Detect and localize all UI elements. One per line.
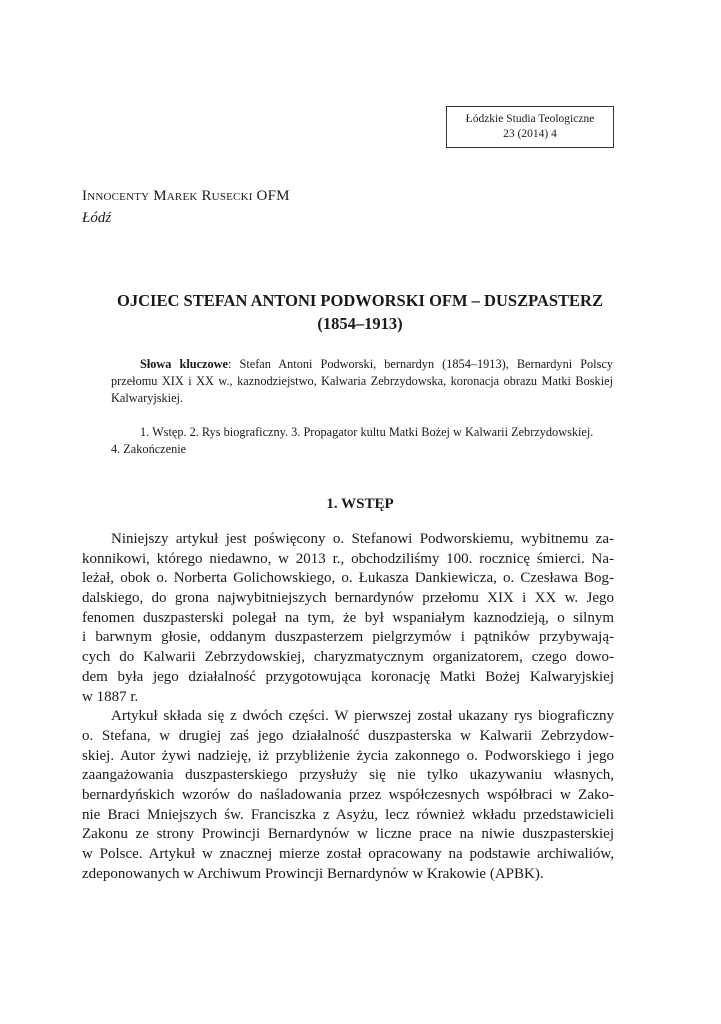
paragraph-line: fenomen duszpasterski polegał na tym, że był wspaniałym kaznodzieją, o silnym (82, 609, 614, 626)
paragraph-line: dem była jego działalność przygotowująca koronację Matki Bożej Kalwaryjskiej (82, 668, 614, 685)
body-text (82, 530, 614, 884)
toc-line-2: 4. Zakończenie (111, 442, 187, 456)
paragraph-line: Artykuł składa się z dwóch części. W pierwszej został ukazany rys biograficzny (111, 708, 614, 725)
journal-name: Łódzkie Studia Teologiczne (465, 113, 595, 125)
paragraph-line: w Polsce. Artykuł w znacznej mierze został opracowany na podstawie archiwaliów, (82, 846, 614, 862)
title-line-1: OJCIEC STEFAN ANTONI PODWORSKI OFM – DUSZPASTERZ (117, 291, 603, 310)
paragraph-line: nie Braci Mniejszych św. Franciszka z Asyżu, lecz również wkładu przedstawicieli (82, 806, 614, 823)
paragraph-line: zdeponowanych w Archiwum Prowincji Bernardynów w Krakowie (APBK). (82, 865, 544, 882)
paragraph-line: konnikowi, którego niedawno, w 2013 r., obchodziliśmy 100. rocznicę śmierci. Na- (82, 550, 614, 567)
title-line-2: (1854–1913) (317, 314, 403, 333)
table-of-contents (111, 424, 613, 458)
paragraph-line: o. Stefana, w drugiej zaś jego działalność duszpasterska w Kalwarii Zebrzydow- (82, 727, 614, 744)
paragraph-line: zaangażowania duszpasterskiego przysłuży się nie tylko ukazywaniu własnych, (82, 767, 614, 784)
section-heading: 1. WSTĘP (326, 496, 394, 512)
keywords-block (111, 356, 613, 407)
paragraph-line: skiej. Autor żywi nadzieję, iż przybliżenie życia zakonnego o. Podworskiego i jego (82, 747, 614, 764)
paragraph-line: cych do Kalwarii Zebrzydowskiej, charyzmatycznym organizatorem, czego dowo- (82, 649, 614, 666)
paragraph-line: bernardyńskich wzorów do naśladowania przez współczesnych współbraci w Zako- (82, 786, 614, 803)
author-name: Innocenty Marek Rusecki OFM (82, 188, 290, 204)
article-title (82, 289, 638, 335)
paragraph-line: Zakonu ze strony Prowincji Bernardynów w liczne prace na niwie duszpasterskiej (82, 826, 614, 843)
keywords-text: : Stefan Antoni Podworski, bernardyn (1854–1913), Bernardyni Polscy przełomu XIX i XX w., kaznodziejstwo, Kalwaria Zebrzydowska, koronacja obrazu Matki Boskiej Kalwaryjskiej. (111, 357, 613, 405)
paragraph-line: dalskiego, do grona najwybitniejszych bernardynów przełomu XIX i XX w. Jego (82, 590, 614, 607)
journal-issue: 23 (2014) 4 (503, 128, 557, 140)
keywords-label: Słowa kluczowe (140, 357, 228, 371)
paragraph-line: w 1887 r. (82, 688, 139, 705)
paragraph-line: i barwnym głosie, oddanym duszpasterzem pielgrzymów i pątników przybywają- (82, 629, 614, 646)
paragraph-line: leżał, obok o. Norberta Golichowskiego, o. Łukasza Dankiewicza, o. Czesława Bog- (82, 570, 614, 587)
journal-info-box (446, 106, 614, 148)
toc-line-1: 1. Wstęp. 2. Rys biograficzny. 3. Propagator kultu Matki Bożej w Kalwarii Zebrzydowskiej. (140, 425, 594, 439)
paragraph-line: Niniejszy artykuł jest poświęcony o. Stefanowi Podworskiemu, wybitnemu za- (111, 531, 614, 547)
author-place: Łódź (82, 210, 112, 226)
